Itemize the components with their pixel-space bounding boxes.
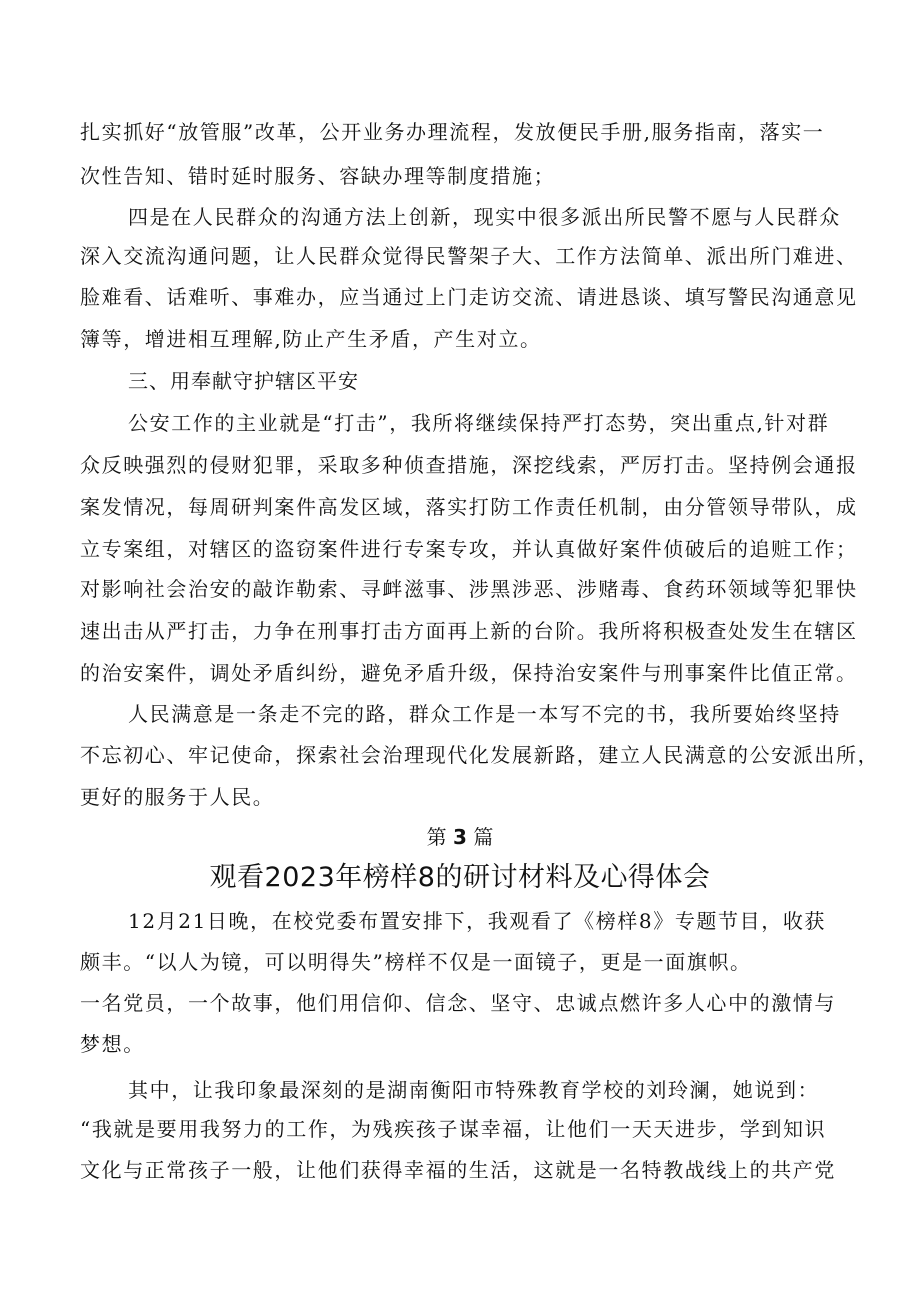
paragraph-line: “我就是要用我努力的工作，为残疾孩子谋幸福，让他们一天天进步，学到知识 (80, 1117, 827, 1141)
paragraph-line: 速出击从严打击，力争在刑事打击方面再上新的台阶。我所将积极查处发生在辖区 (80, 619, 858, 643)
paragraph-line: 深入交流沟通问题，让人民群众觉得民警架子大、工作方法简单、派出所门难进、 (80, 244, 858, 268)
chapter-number: 3 (453, 825, 467, 849)
paragraph-line: 其中，让我印象最深刻的是湖南衡阳市特殊教育学校的刘玲澜，她说到： (128, 1078, 820, 1102)
paragraph-line: 12月21日晚，在校党委布置安排下，我观看了《榜样8》专题节目，收获 (128, 909, 827, 933)
paragraph-line: 次性告知、错时延时服务、容缺办理等制度措施； (80, 164, 556, 188)
chapter-prefix: 第 (426, 825, 447, 849)
paragraph-line: 颇丰。“以人为镜，可以明得失”榜样不仅是一面镜子，更是一面旗帜。 (80, 950, 752, 974)
paragraph-line: 脸难看、话难听、事难办，应当通过上门走访交流、请进恳谈、填写警民沟通意见 (80, 285, 858, 309)
paragraph-line: 扎实抓好“放管服”改革，公开业务办理流程，发放便民手册,服务指南，落实一 (80, 120, 825, 144)
paragraph-line: 人民满意是一条走不完的路，群众工作是一本写不完的书，我所要始终坚持 (128, 702, 841, 726)
paragraph-line: 对影响社会治安的敲诈勒索、寻衅滋事、涉黑涉恶、涉赌毒、食药环领域等犯罪快 (80, 577, 858, 601)
section-heading: 三、用奉献守护辖区平安 (128, 369, 359, 393)
chapter-suffix: 篇 (473, 825, 494, 849)
paragraph-line: 不忘初心、牢记使命，探索社会治理现代化发展新路，建立人民满意的公安派出所， (80, 743, 880, 767)
paragraph-line: 众反映强烈的侵财犯罪，采取多种侦查措施，深挖线索，严厉打击。坚持例会通报 (80, 453, 858, 477)
paragraph-line: 簿等，增进相互理解,防止产生矛盾，产生对立。 (80, 327, 542, 351)
chapter-label (0, 823, 920, 851)
paragraph-line: 文化与正常孩子一般，让他们获得幸福的生活，这就是一名特教战线上的共产党 (80, 1158, 836, 1182)
paragraph-line: 立专案组，对辖区的盗窃案件进行专案专攻，并认真做好案件侦破后的追赃工作； (80, 537, 858, 561)
paragraph-line: 公安工作的主业就是“打击”，我所将继续保持严打态势，突出重点,针对群 (128, 411, 830, 435)
paragraph-line: 一名党员，一个故事，他们用信仰、信念、坚守、忠诚点燃许多人心中的激情与 (80, 991, 836, 1015)
paragraph-line: 四是在人民群众的沟通方法上创新，现实中很多派出所民警不愿与人民群众 (128, 205, 841, 229)
paragraph-line: 的治安案件，调处矛盾纠纷，避免矛盾升级，保持治安案件与刑事案件比值正常。 (80, 661, 858, 685)
paragraph-line: 案发情况，每周研判案件高发区域，落实打防工作责任机制，由分管领导带队，成 (80, 495, 858, 519)
article-title: 观看2023年榜样8的研讨材料及心得体会 (209, 862, 711, 893)
paragraph-line: 更好的服务于人民。 (80, 785, 275, 809)
paragraph-line: 梦想。 (80, 1032, 145, 1056)
